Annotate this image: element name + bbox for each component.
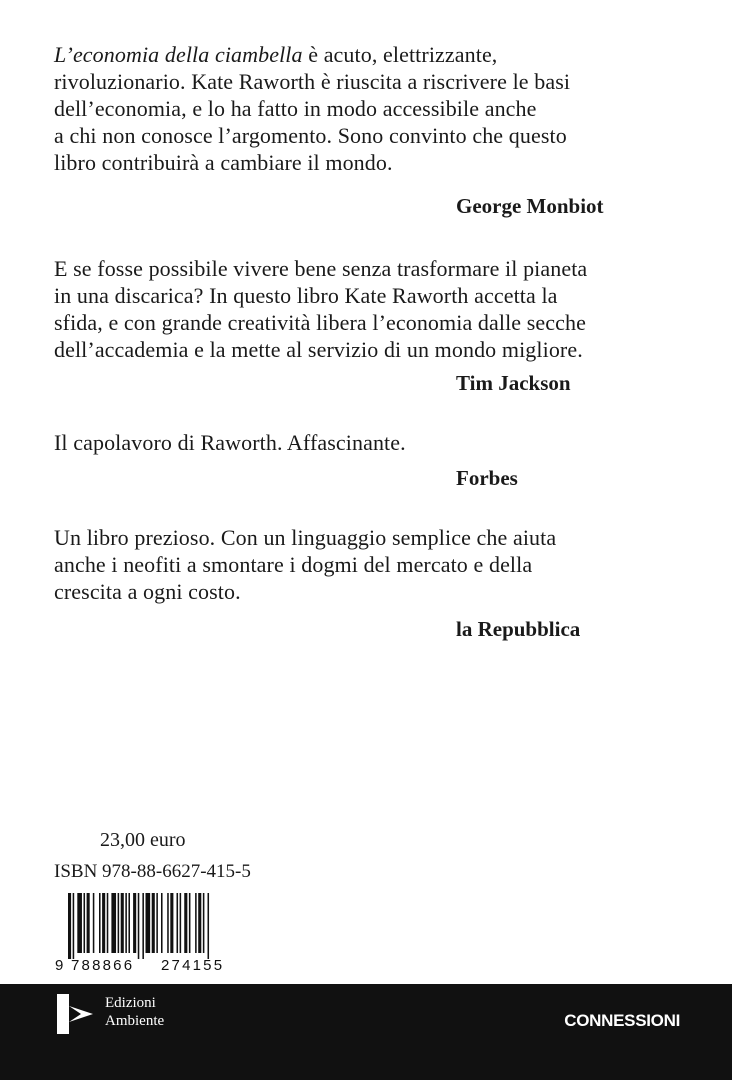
quote-line: rivoluzionario. Kate Raworth è riuscita a riscrivere le basi — [54, 69, 571, 94]
barcode-bar — [84, 893, 86, 953]
quote-line: Un libro prezioso. Con un linguaggio semplice che aiuta — [54, 525, 557, 550]
barcode-bar — [73, 893, 75, 959]
barcode-left-digits: 788866 — [71, 957, 135, 973]
quote-line: crescita a ogni costo. — [54, 579, 241, 604]
barcode-bar — [198, 893, 201, 953]
quote-jackson — [54, 255, 684, 363]
barcode-bar — [138, 893, 140, 959]
barcode-bar — [93, 893, 95, 953]
publisher-name-line1: Edizioni — [105, 995, 156, 1011]
barcode-bar — [208, 893, 210, 959]
barcode-bar — [189, 893, 191, 953]
quote-author-forbes: Forbes — [456, 466, 518, 490]
quote-forbes — [54, 429, 684, 456]
barcode-bar — [167, 893, 169, 953]
barcode-first-digit: 9 — [55, 957, 64, 973]
barcode-bar — [142, 893, 144, 959]
quote-line: sfida, e con grande creatività libera l’economia dalle secche — [54, 310, 586, 335]
barcode-bar — [203, 893, 205, 953]
quote-text: è acuto, elettrizzante, — [302, 42, 498, 67]
barcode-bar — [161, 893, 163, 953]
barcode-bar — [146, 893, 151, 953]
publisher-name — [105, 994, 164, 1030]
quote-repubblica — [54, 524, 684, 605]
barcode-bar — [152, 893, 155, 953]
price-label: 23,00 euro — [100, 829, 186, 851]
quote-line — [54, 41, 684, 68]
quote-author-monbiot: George Monbiot — [456, 194, 604, 218]
isbn-barcode — [55, 893, 255, 973]
barcode-bar — [170, 893, 173, 953]
barcode-bar — [125, 893, 127, 953]
quote-line: Il capolavoro di Raworth. Affascinante. — [54, 430, 406, 455]
barcode-bar — [99, 893, 101, 953]
barcode-bar — [156, 893, 158, 953]
quote-line: E se fosse possibile vivere bene senza trasformare il pianeta — [54, 256, 588, 281]
publisher-name-line2: Ambiente — [105, 1013, 165, 1029]
barcode-bar — [111, 893, 116, 953]
quote-line: dell’economia, e lo ha fatto in modo accessibile anche — [54, 96, 537, 121]
quote-line: libro contribuirà a cambiare il mondo. — [54, 150, 393, 175]
book-title-italic: L’economia della ciambella — [54, 42, 303, 67]
quote-line: in una discarica? In questo libro Kate Raworth accetta la — [54, 283, 558, 308]
isbn-label: ISBN 978-88-6627-415-5 — [54, 861, 251, 882]
barcode-bar — [177, 893, 179, 953]
barcode-bar — [184, 893, 187, 953]
quote-monbiot — [54, 41, 684, 176]
barcode-bar — [102, 893, 105, 953]
barcode-bar — [107, 893, 109, 953]
series-name: CONNESSIONI — [564, 1011, 680, 1030]
barcode-bar — [77, 893, 82, 953]
barcode-right-digits: 274155 — [161, 957, 225, 973]
barcode-bar — [87, 893, 90, 953]
edizioni-ambiente-logo-icon — [55, 992, 95, 1036]
quote-line: anche i neofiti a smontare i dogmi del mercato e della — [54, 552, 533, 577]
quote-line: a chi non conosce l’argomento. Sono convinto che questo — [54, 123, 567, 148]
barcode-bar — [68, 893, 71, 959]
barcode-bar — [133, 893, 136, 953]
barcode-bar — [118, 893, 120, 953]
barcode-bar — [195, 893, 197, 953]
barcode-bar — [121, 893, 124, 953]
barcode-bar — [180, 893, 182, 953]
quote-author-repubblica: la Repubblica — [456, 617, 581, 641]
barcode-bars — [68, 893, 209, 959]
footer-band — [0, 984, 732, 1080]
quote-author-jackson: Tim Jackson — [456, 371, 571, 395]
quote-line: dell’accademia e la mette al servizio di un mondo migliore. — [54, 337, 583, 362]
barcode-bar — [128, 893, 130, 953]
